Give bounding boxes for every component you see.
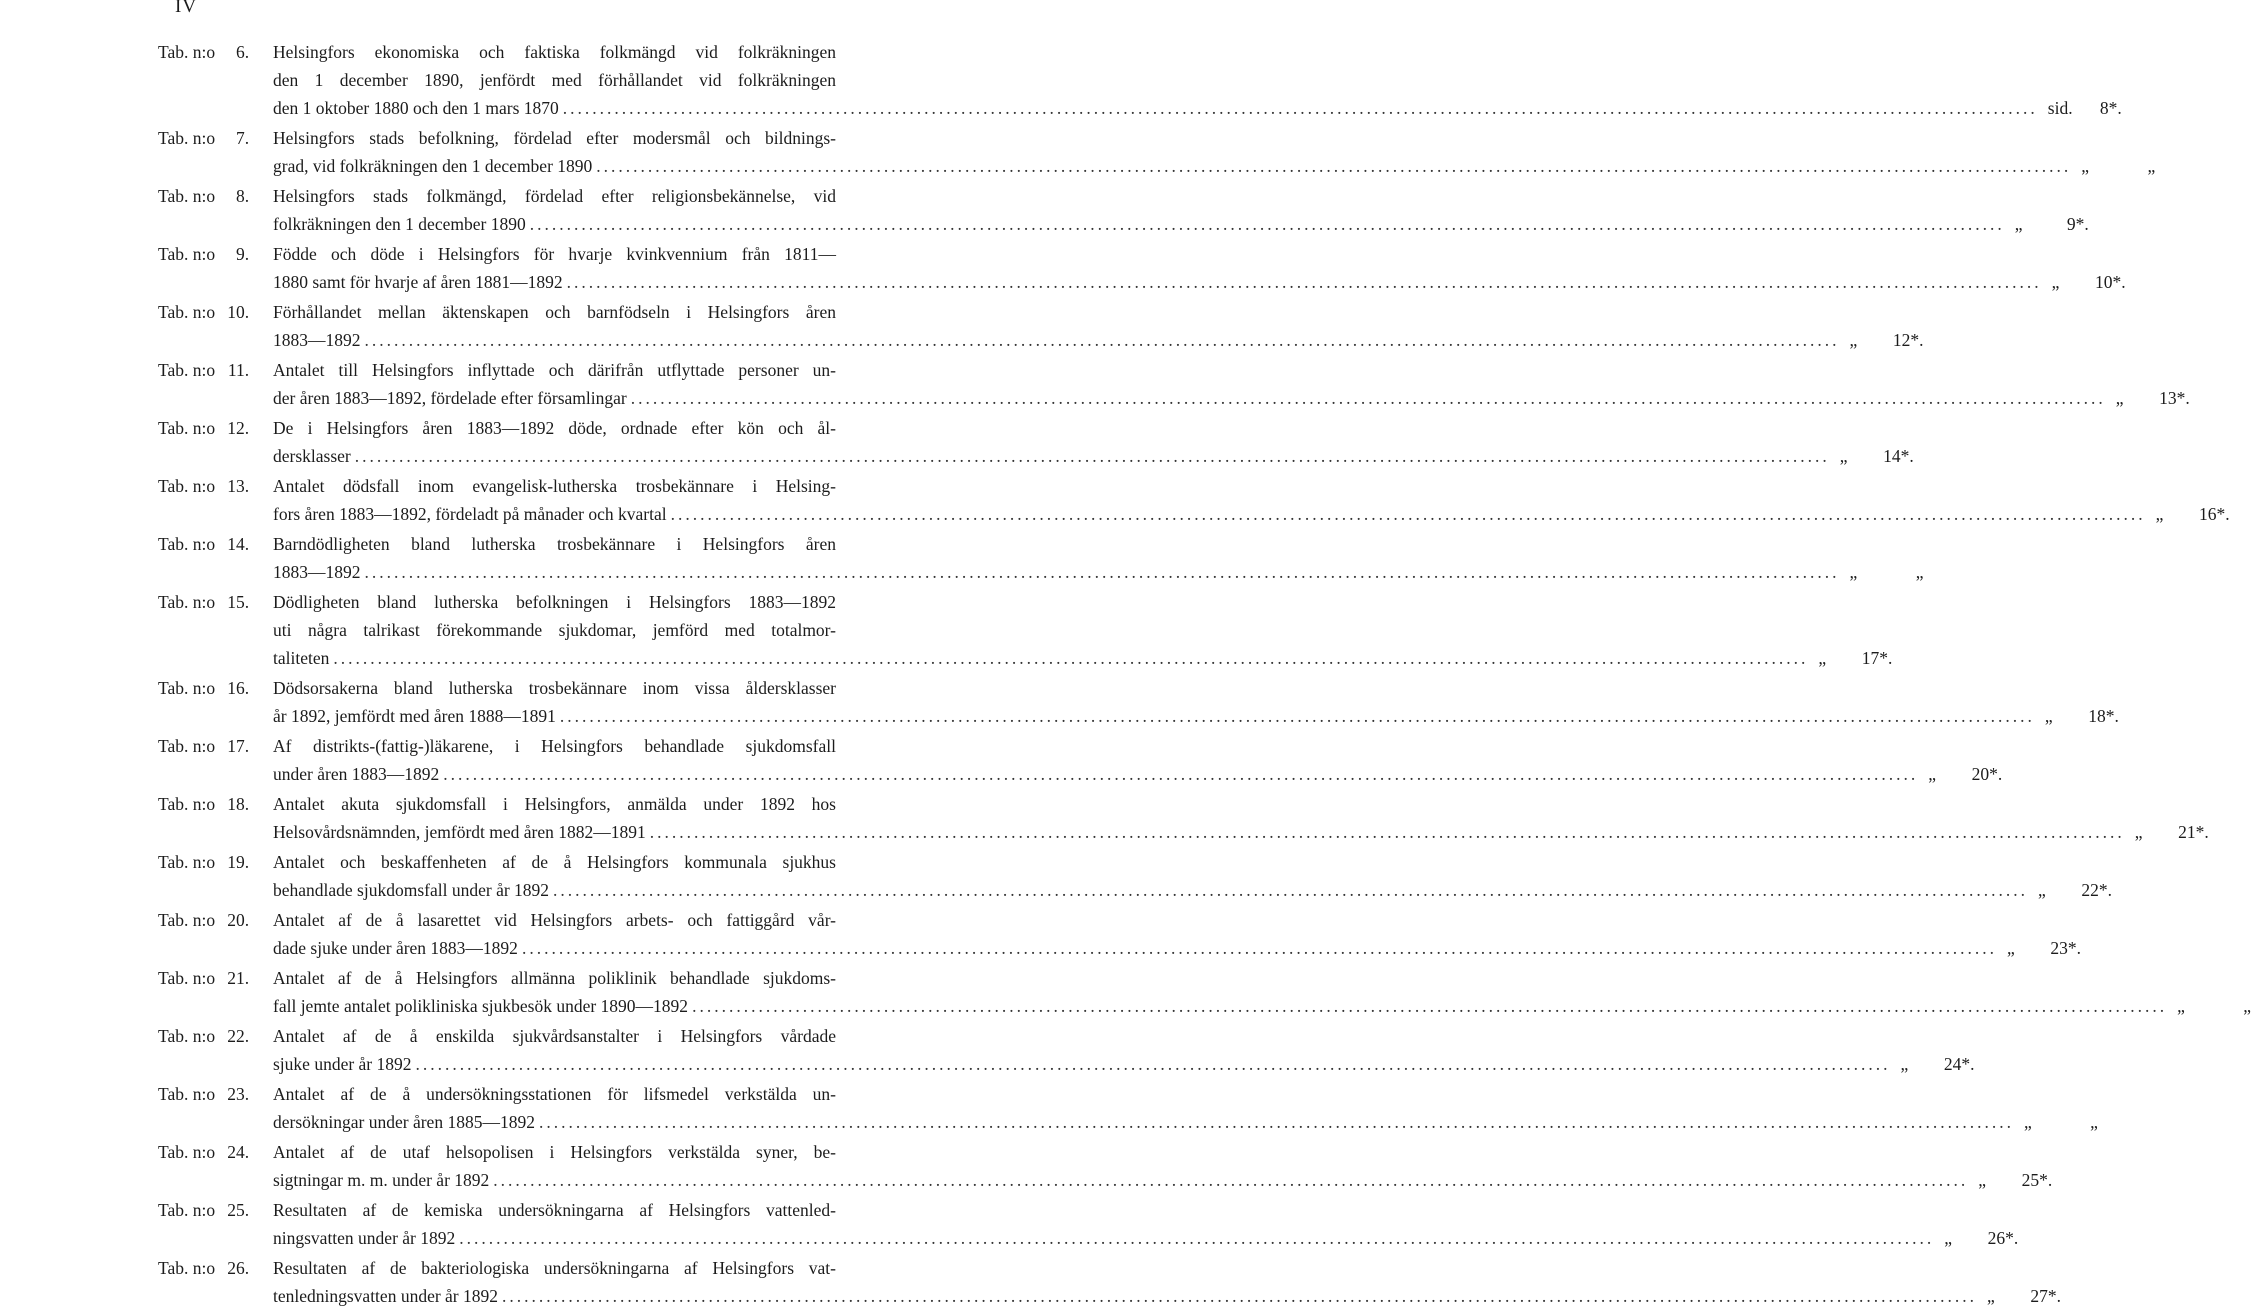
entry-line: tenledningsvatten under år 1892 [273,1286,499,1306]
page-ref-prefix: „ [1928,764,1936,784]
entry-line: 1883—1892 [273,562,361,582]
page-ref-prefix: „ [2177,996,2185,1016]
entry-line: De i Helsingfors åren 1883—1892 döde, ordnade efter kön och ål- [273,418,836,438]
page-ref-number: 23*. [2050,938,2081,958]
page-ref-prefix: „ [2038,880,2046,900]
page-reference [1834,442,1914,470]
toc-entry [0,530,1924,586]
entry-last-line [273,1050,1975,1078]
dot-leader: ........................................................................................................................................................................................................ [562,98,2038,118]
entry-text [273,848,2113,904]
entry-line: Antalet af de å undersökningsstationen för lifsmedel verkstälda un- [273,1084,836,1104]
page-reference [1812,644,1892,672]
entry-last-line [273,268,2126,296]
entry-text [273,298,1924,354]
entry-text [273,1022,1975,1078]
entry-last-line [273,1166,2053,1194]
page-ref-number: „ [2090,1112,2098,1132]
entry-line: Förhållandet mellan äktenskapen och barnfödseln i Helsingfors åren [273,302,836,322]
entry-last-line [273,210,2089,238]
entry-last-line [273,760,2003,788]
entry-last-line [273,326,1924,354]
tab-number: 25. [227,1200,250,1220]
dot-leader: ........................................................................................................................................................................................................ [649,822,2125,842]
tab-label [158,124,249,152]
tab-label [158,530,249,558]
page-ref-number: 10*. [2095,272,2126,292]
entry-line: Antalet akuta sjukdomsfall i Helsingfors, anmälda under 1892 hos [273,794,836,814]
page-ref-prefix: „ [2081,156,2090,176]
entry-last-line [273,876,2113,904]
tab-label [158,848,249,876]
tab-label [158,1022,249,1050]
tab-label [158,1138,249,1166]
page-reference [1981,1282,2061,1310]
entry-text [273,240,2126,296]
entry-line: sjuke under år 1892 [273,1054,412,1074]
tab-prefix: Tab. n:o [158,1258,216,1278]
entry-line: dade sjuke under åren 1883—1892 [273,938,518,958]
tab-prefix: Tab. n:o [158,1026,216,1046]
dot-leader: ........................................................................................................................................................................................................ [354,446,1830,466]
tab-label [158,588,249,616]
tab-label [158,1080,249,1108]
tab-prefix: Tab. n:o [158,1200,216,1220]
entry-last-line [273,818,2209,846]
entry-last-line [273,644,1893,672]
entry-text [273,1196,2019,1252]
toc-entry [0,1138,2053,1194]
page-ref-prefix: „ [2044,706,2053,726]
entry-line: fall jemte antalet polikliniska sjukbesök under 1890—1892 [273,996,689,1016]
entry-line: Antalet och beskaffenheten af de å Helsingfors kommunala sjukhus [273,852,836,872]
entry-line: under åren 1883—1892 [273,764,440,784]
tab-label [158,38,249,66]
tab-prefix: Tab. n:o [158,1142,216,1162]
entry-text [273,356,2190,412]
entry-line: dersökningar under åren 1885—1892 [273,1112,535,1132]
entry-text [273,674,2119,730]
dot-leader: ........................................................................................................................................................................................................ [553,880,2029,900]
tab-number: 11. [227,360,250,380]
page-reference [2032,876,2112,904]
toc-entry [0,790,2209,846]
page-ref-number: 14*. [1883,446,1914,466]
entry-line: 1880 samt för hvarje af åren 1881—1892 [273,272,563,292]
page-reference [2046,268,2126,296]
entry-line: Helsingfors stads folkmängd, fördelad efter religionsbekännelse, vid [273,186,836,206]
page-ref-prefix: „ [2006,938,2015,958]
tab-label [158,240,249,268]
tab-prefix: Tab. n:o [158,186,216,206]
page-number: IV [175,0,198,17]
toc-entry [0,38,2122,122]
tab-number: 6. [235,42,250,62]
entry-text [273,732,2003,788]
tab-prefix: Tab. n:o [158,476,216,496]
tab-number: 17. [227,736,250,756]
toc-entry [0,356,2190,412]
dot-leader: ........................................................................................................................................................................................................ [630,388,2106,408]
entry-last-line [273,384,2190,412]
toc-entry [0,1196,2019,1252]
page-ref-number: 21*. [2178,822,2209,842]
toc-entry [0,414,1914,470]
page-ref-number: 12*. [1892,330,1924,350]
toc-entry [0,848,2113,904]
page-ref-number: „ [1915,562,1924,582]
tab-number: 7. [235,128,250,148]
tab-number: 16. [227,678,250,698]
entry-line: Dödligheten bland lutherska befolkningen i Helsingfors 1883—1892 [273,592,836,612]
tab-label [158,790,249,818]
entry-text [273,1138,2053,1194]
dot-leader: ........................................................................................................................................................................................................ [538,1112,2014,1132]
tab-prefix: Tab. n:o [158,910,216,930]
dot-leader: ........................................................................................................................................................................................................ [559,706,2035,726]
tab-number: 14. [227,534,250,554]
tab-label [158,964,249,992]
tab-prefix: Tab. n:o [158,360,216,380]
page-reference [2075,152,2155,180]
page-ref-number: 20*. [1971,764,2003,784]
page-reference [2039,702,2119,730]
toc-entry [0,298,1924,354]
dot-leader: ........................................................................................................................................................................................................ [364,562,1840,582]
tab-prefix: Tab. n:o [158,302,216,322]
tab-prefix: Tab. n:o [158,1084,216,1104]
tab-number: 24. [227,1142,250,1162]
page-ref-prefix: „ [1900,1054,1909,1074]
entry-text [273,790,2209,846]
page-reference [2110,384,2190,412]
page-reference [2129,818,2209,846]
entry-line: Barndödligheten bland lutherska trosbekännare i Helsingfors åren [273,534,836,554]
entry-line: Antalet af de å Helsingfors allmänna poliklinik behandlade sjukdoms- [273,968,836,988]
entry-line: Helsingfors ekonomiska och faktiska folkmängd vid folkräkningen [273,42,836,62]
dot-leader: ........................................................................................................................................................................................................ [692,996,2168,1016]
page-reference [2001,934,2081,962]
dot-leader: ........................................................................................................................................................................................................ [493,1170,1969,1190]
entry-line: Dödsorsakerna bland lutherska trosbekännare inom vissa åldersklasser [273,678,836,698]
entry-line: år 1892, jemfördt med åren 1888—1891 [273,706,556,726]
entry-line: der åren 1883—1892, fördelade efter församlingar [273,388,627,408]
entry-last-line [273,1108,2098,1136]
entry-text [273,124,2156,180]
dot-leader: ........................................................................................................................................................................................................ [443,764,1919,784]
page-ref-number: 9*. [2066,214,2089,234]
page-ref-number: 26*. [1987,1228,2019,1248]
page-ref-number: 17*. [1861,648,1893,668]
entry-line: behandlade sjukdomsfall under år 1892 [273,880,550,900]
entry-last-line [273,558,1924,586]
tab-label [158,732,249,760]
tab-prefix: Tab. n:o [158,128,216,148]
tab-prefix: Tab. n:o [158,42,216,62]
tab-prefix: Tab. n:o [158,244,216,264]
tab-prefix: Tab. n:o [158,794,216,814]
tab-number: 8. [235,186,250,206]
tab-label [158,674,249,702]
entry-last-line [273,1282,2062,1310]
entry-line: grad, vid folkräkningen den 1 december 1890 [273,156,593,176]
tab-prefix: Tab. n:o [158,852,216,872]
tab-number: 12. [227,418,250,438]
toc-entry [0,1022,1975,1078]
page-reference [2018,1108,2098,1136]
entry-line: Födde och döde i Helsingfors för hvarje kvinkvennium från 1811— [273,244,836,264]
entry-line: uti några talrikast förekommande sjukdomar, jemförd med totalmor- [273,620,836,640]
entry-text [273,964,2251,1020]
dot-leader: ........................................................................................................................................................................................................ [502,1286,1978,1306]
page-ref-number: 27*. [2030,1286,2062,1306]
tab-number: 18. [227,794,250,814]
entry-last-line [273,152,2156,180]
entry-line: Antalet dödsfall inom evangelisk-lutherska trosbekännare i Helsing- [273,476,836,496]
tab-number: 21. [227,968,250,988]
page-reference [1938,1224,2018,1252]
page-reference [2171,992,2251,1020]
toc-entry [0,964,2251,1020]
tab-number: 22. [227,1026,250,1046]
toc-entry [0,674,2119,730]
page-ref-prefix: „ [2134,822,2143,842]
entry-text [273,414,1914,470]
page-ref-prefix: „ [1978,1170,1987,1190]
page-ref-prefix: „ [1987,1286,1995,1306]
page-reference [2042,94,2122,122]
entry-text [273,1254,2062,1310]
entry-line: den 1 december 1890, jenfördt med förhållandet vid folkräkningen [273,70,836,90]
entry-line: taliteten [273,648,330,668]
entry-text [273,182,2089,238]
tab-number: 13. [227,476,250,496]
page-ref-number: 16*. [2198,504,2230,524]
page-ref-prefix: sid. [2047,98,2073,118]
toc-entry [0,732,2003,788]
entry-line: Resultaten af de bakteriologiska undersökningarna af Helsingfors vat- [273,1258,836,1278]
tab-prefix: Tab. n:o [158,592,216,612]
tab-label [158,906,249,934]
page-ref-number: „ [2147,156,2156,176]
tab-label [158,356,249,384]
page-ref-prefix: „ [2014,214,2023,234]
entry-last-line [273,1224,2019,1252]
entry-last-line [273,442,1914,470]
toc-entry [0,1254,2062,1310]
dot-leader: ........................................................................................................................................................................................................ [529,214,2005,234]
toc-entry [0,472,2230,528]
page-reference [1972,1166,2052,1194]
entry-text [273,906,2081,962]
page-ref-number: 18*. [2088,706,2119,726]
tab-number: 20. [227,910,250,930]
toc-entry [0,906,2081,962]
entry-line: Antalet af de utaf helsopolisen i Helsingfors verkstälda syner, be- [273,1142,836,1162]
dot-leader: ........................................................................................................................................................................................................ [459,1228,1935,1248]
tab-number: 26. [227,1258,250,1278]
page-ref-prefix: „ [1839,446,1848,466]
entry-line: Antalet till Helsingfors inflyttade och därifrån utflyttade personer un- [273,360,836,380]
entry-line: den 1 oktober 1880 och den 1 mars 1870 [273,98,559,118]
page-ref-number: 22*. [2081,880,2113,900]
page-ref-prefix: „ [1944,1228,1953,1248]
tab-number: 19. [227,852,250,872]
toc-entry [0,588,1893,672]
page-ref-prefix: „ [1849,330,1858,350]
page-ref-prefix: „ [2115,388,2124,408]
dot-leader: ........................................................................................................................................................................................................ [415,1054,1891,1074]
tab-label [158,1254,249,1282]
page-ref-prefix: „ [2051,272,2060,292]
tab-label [158,472,249,500]
entry-line: sigtningar m. m. under år 1892 [273,1170,490,1190]
toc-entry [0,124,2156,180]
toc-entry [0,240,2126,296]
entry-last-line [273,500,2230,528]
entry-line: Helsovårdsnämnden, jemfördt med åren 1882—1891 [273,822,646,842]
page-reference [1922,760,2002,788]
entry-line: 1883—1892 [273,330,361,350]
page-ref-prefix: „ [1849,562,1858,582]
dot-leader: ........................................................................................................................................................................................................ [596,156,2072,176]
entry-line: folkräkningen den 1 december 1890 [273,214,526,234]
tab-label [158,298,249,326]
entry-line: ningsvatten under år 1892 [273,1228,456,1248]
toc-entry [0,1080,2098,1136]
entry-text [273,1080,2098,1136]
dot-leader: ........................................................................................................................................................................................................ [566,272,2042,292]
entry-line: dersklasser [273,446,351,466]
tab-prefix: Tab. n:o [158,736,216,756]
entry-text [273,38,2122,122]
entry-line: Resultaten af de kemiska undersökningarna af Helsingfors vattenled- [273,1200,836,1220]
page-ref-prefix: „ [2023,1112,2032,1132]
entry-line: fors åren 1883—1892, fördeladt på månader och kvartal [273,504,667,524]
entry-last-line [273,992,2251,1020]
page-reference [2009,210,2089,238]
toc-entry [0,182,2089,238]
tab-number: 10. [227,302,250,322]
tab-prefix: Tab. n:o [158,534,216,554]
page-reference [2150,500,2230,528]
entry-line: Antalet af de å enskilda sjukvårdsanstalter i Helsingfors vårdade [273,1026,836,1046]
tab-label [158,414,249,442]
tab-number: 9. [235,244,250,264]
tab-number: 15. [227,592,250,612]
tab-prefix: Tab. n:o [158,968,216,988]
page-ref-number: 13*. [2159,388,2190,408]
entry-last-line [273,94,2122,122]
page-ref-prefix: „ [2155,504,2164,524]
entry-line: Af distrikts-(fattig-)läkarene, i Helsingfors behandlade sjukdomsfall [273,736,836,756]
page-reference [1844,326,1924,354]
tab-prefix: Tab. n:o [158,678,216,698]
page-ref-number: „ [2243,996,2251,1016]
page-ref-number: 8*. [2099,98,2122,118]
entry-text [273,530,1924,586]
table-of-contents [0,38,2251,1312]
tab-label [158,182,249,210]
entry-last-line [273,702,2119,730]
entry-text [273,588,1893,672]
page-ref-number: 25*. [2021,1170,2053,1190]
page-ref-number: 24*. [1943,1054,1975,1074]
entry-last-line [273,934,2081,962]
tab-label [158,1196,249,1224]
entry-line: Antalet af de å lasarettet vid Helsingfors arbets- och fattiggård vår- [273,910,836,930]
dot-leader: ........................................................................................................................................................................................................ [521,938,1997,958]
page-reference [1844,558,1924,586]
dot-leader: ........................................................................................................................................................................................................ [670,504,2146,524]
dot-leader: ........................................................................................................................................................................................................ [364,330,1840,350]
entry-line: Helsingfors stads befolkning, fördelad efter modersmål och bildnings- [273,128,836,148]
entry-text [273,472,2230,528]
page-reference [1895,1050,1975,1078]
dot-leader: ........................................................................................................................................................................................................ [333,648,1809,668]
page-ref-prefix: „ [1818,648,1827,668]
tab-number: 23. [227,1084,250,1104]
tab-prefix: Tab. n:o [158,418,216,438]
